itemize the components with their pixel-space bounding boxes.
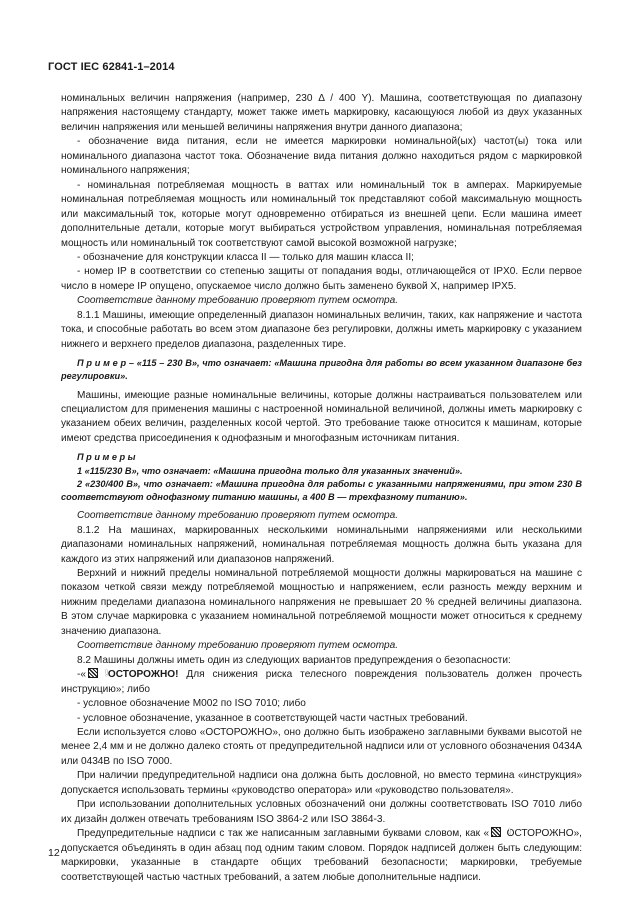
paragraph: - номер IP в соответствии со степенью защиты от попадания воды, отличающейся от IPX0. Если первое число в номере IP опущено, опускаемое число должно быть заменено буквой X, например IPX5. [61,266,582,292]
warning-option: - условное обозначение, указанное в соответствующей части частных требований. [77,712,468,724]
paragraph: Предупредительные надписи с так же написанным заглавными буквами словом, как «! ОСТОРОЖНО», допускается объединять в один абзац под одним таким словом. Порядок надписей должен быть следующим: маркировки, указанные в стандарте общих требований безопасности; маркировки, требуемые соответствующей частью частных требований, а затем любые дополнительные надписи. [61,827,582,885]
paragraph: Верхний и нижний пределы номинальной потребляемой мощности должны маркироваться на машине с показом четкой связи между потребляемой мощностью и напряжением, если разность между верхним и нижним пределами диапазона номинального напряжения не превышает 20 % средней величины диапазона. В этом случае маркировка с указанием номинальной потребляемой мощности может относиться к среднему значению диапазона. [61,568,582,637]
warning-option: -«! ОСТОРОЖНО! Для снижения риска телесного повреждения пользователь должен прочесть инструкцию»; либо [61,668,582,697]
paragraph: - обозначение вида питания, если не имеется маркировки номинальной(ых) частот(ы) тока или номинального диапазона частот тока. Обозначение вида питания должно находиться рядом с маркировкой номинального напряжения; [61,136,582,177]
paragraph: 8.2 Машины должны иметь один из следующих вариантов предупреждения о безопасности: [77,654,511,666]
warning-symbol-icon [491,827,501,837]
warning-option: - условное обозначение M002 по ISO 7010; либо [77,698,306,710]
paragraph: Машины, имеющие разные номинальные величины, которые должны настраиваться пользователем или специалистом для применения машины с настроенной номинальной величиной, должны иметь маркировку с указанием обеих величин, разделенных косой чертой. Это требование также относится к машинам, которые имеют средства присоединения к однофазным и многофазным источникам питания. [61,389,582,444]
paragraph: 8.1.1 Машины, имеющие определенный диапазон номинальных величин, таких, как напряжение и частота тока, и способные работать во всем этом диапазоне без регулировки, должны иметь маркировку с указанием нижнего и верхнего пределов диапазона, разделенных тире. [61,309,582,350]
page-number: 12 [48,847,60,859]
paragraph: номинальных величин напряжения (например, 230 Δ / 400 Y). Машина, соответствующая по диапазону напряжения настоящему стандарту, может также иметь маркировку, касающуюся любой из двух указанных величин напряжения или меньшей величины напряжения внутри данного диапазона; [61,93,582,133]
warning-word: ОСТОРОЖНО! [99,669,179,681]
compliance-note: Соответствие данному требованию проверяют путем осмотра. [77,510,399,522]
compliance-note: Соответствие данному требованию проверяют путем осмотра. [77,295,399,307]
paragraph: При наличии предупредительной надписи она должна быть дословной, но вместо термина «инструкция» допускается использовать термины «руководство оператора» или «руководство пользователя». [61,770,582,796]
paragraph: При использовании дополнительных условных обозначений они должны соответствовать ISO 7010 либо их дизайн должен отвечать требованиям ISO 3864-2 или ISO 3864-3. [61,799,582,825]
paragraph: 8.1.2 На машинах, маркированных несколькими номинальными напряжениями или несколькими диапазонами номинальных напряжений, номинальная потребляемая мощность должна быть указана для каждого из этих напряжений или диапазонов напряжений. [61,524,582,565]
example-item: 1 «115/230 В», что означает: «Машина пригодна только для указанных значений». [77,465,463,476]
example-label: П р и м е р [77,358,127,369]
example-item: 2 «230/400 В», что означает: «Машина пригодна для работы с указанными напряжениями, при этом 230 В соответствуют однофазному питанию машины, а 400 В — трехфазному питанию». [61,478,582,502]
warning-symbol-icon [88,668,98,678]
paragraph: - номинальная потребляемая мощность в ваттах или номинальный ток в амперах. Маркируемые номинальная потребляемая мощность или номинальный ток представляют собой максимальную мощность или максимальный ток, которые могут одновременно отбираться из внешней цепи. Если машина имеет дополнительные детали, которые могут выбираться устройством управления, номинальная потребляемая мощность или номинальный ток соответствуют самой высокой возможной нагрузке; [61,179,582,249]
document-body [61,92,582,885]
compliance-note: Соответствие данному требованию проверяют путем осмотра. [77,640,399,652]
paragraph: Если используется слово «ОСТОРОЖНО», оно должно быть изображено заглавными буквами высотой не менее 2,4 мм и не должно далеко стоять от предупредительной надписи или от условного обозначения 0434A или 0434B по ISO 7000. [61,726,582,767]
example-text: – «115 – 230 В», что означает: «Машина пригодна для работы во всем указанном диапазоне без регулировки». [61,358,582,382]
example-block [61,357,582,383]
standard-header: ГОСТ IEC 62841-1–2014 [48,61,175,73]
example-label: П р и м е р ы [77,452,136,463]
paragraph: - обозначение для конструкции класса II — только для машин класса II; [77,251,414,263]
